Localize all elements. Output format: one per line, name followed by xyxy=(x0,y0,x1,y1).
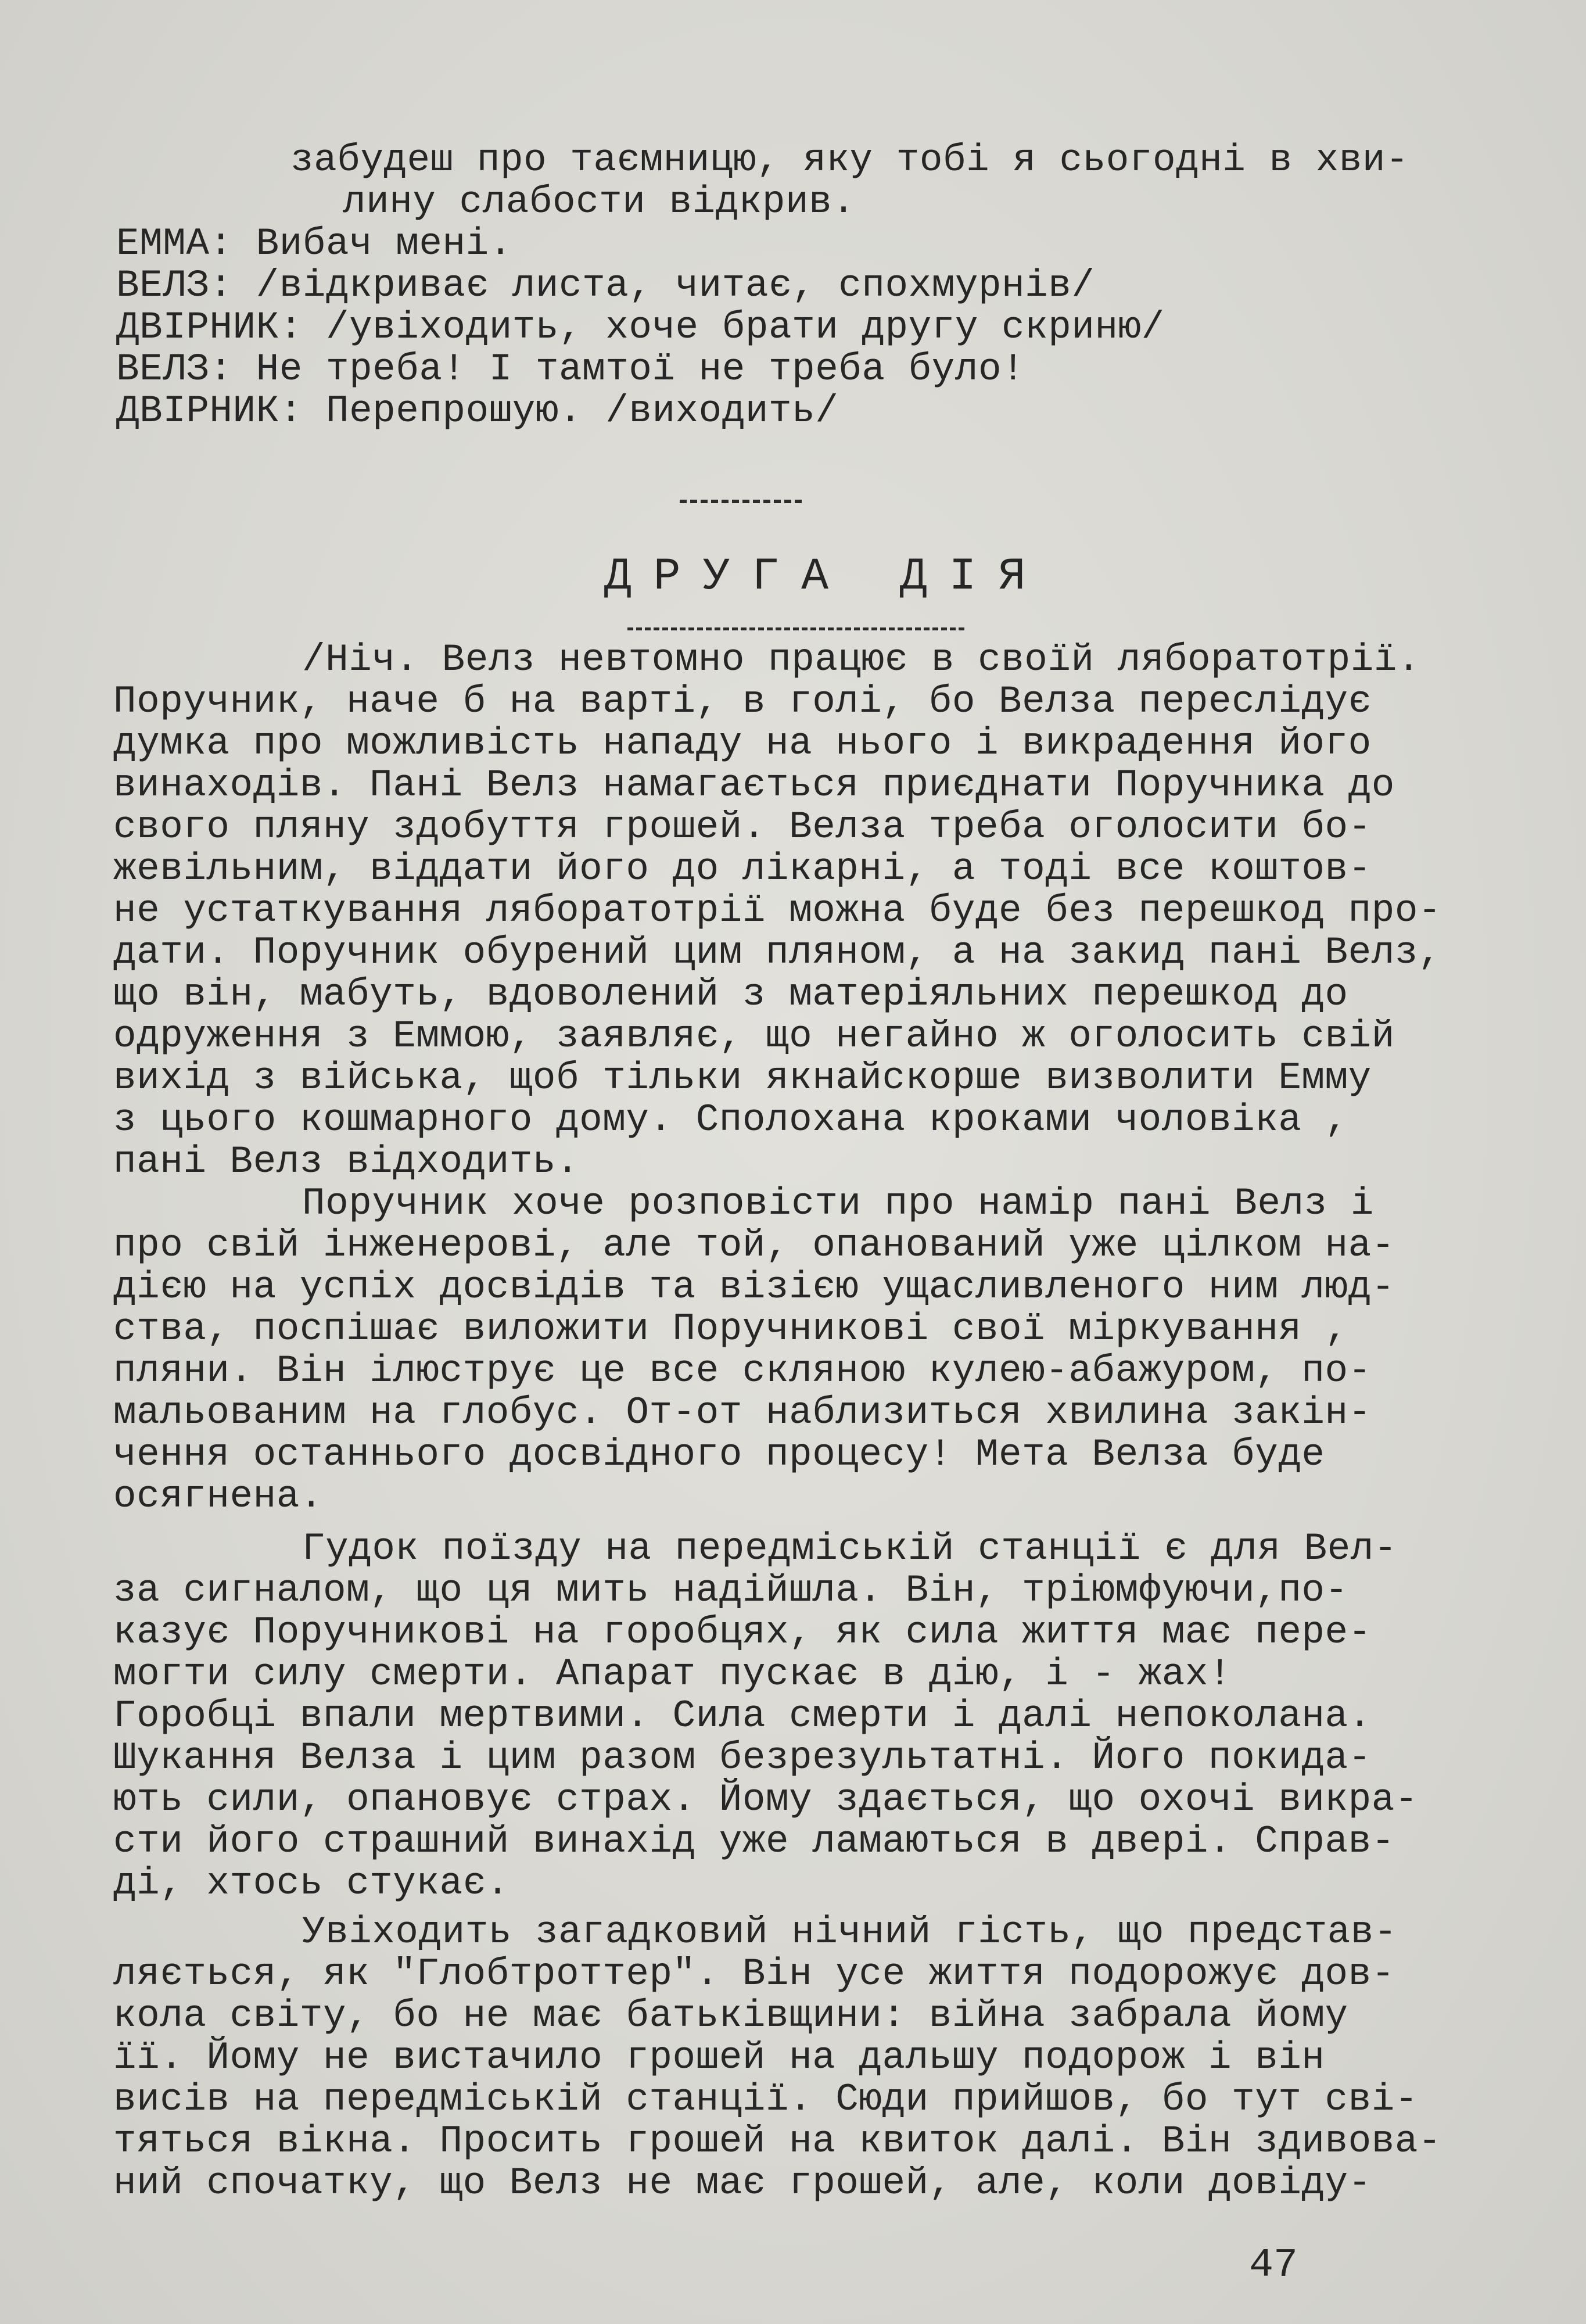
text-line: лину слабости відкрив. xyxy=(343,180,856,224)
text-line: ства, поспішає виложити Поручникові свої міркування , xyxy=(113,1307,1348,1351)
text-line: думка про можливість нападу на нього і викрадення його xyxy=(113,722,1372,765)
text-line: /Ніч. Велз невтомно працює в своїй ляборатотрії. xyxy=(302,638,1421,682)
title-underline xyxy=(627,627,964,630)
text-line: ний спочатку, що Велз не має грошей, але, коли довіду- xyxy=(113,2161,1372,2205)
dialogue-line: ДВІРНИК: Перепрошую. /виходить/ xyxy=(116,389,839,433)
page-number: 47 xyxy=(1249,2243,1298,2289)
text-line: могти силу смерти. Апарат пускає в дію, і - жах! xyxy=(113,1652,1232,1696)
text-line: Поручник хоче розповісти про намір пані Велз і xyxy=(302,1182,1374,1225)
text-line: Поручник, наче б на варті, в голі, бо Велза переслідує xyxy=(113,680,1372,723)
section-separator xyxy=(680,500,802,503)
text-line: за сигналом, що ця мить надійшла. Він, тріюмфуючи,по- xyxy=(113,1569,1348,1612)
text-line: тяться вікна. Просить грошей на квиток далі. Він здивова- xyxy=(113,2119,1442,2163)
text-line: дією на успіх досвідів та візією ущасливленого ним люд- xyxy=(113,1265,1395,1309)
text-line: свого пляну здобуття грошей. Велза треба оголосити бо- xyxy=(113,805,1372,849)
text-line: дати. Поручник обурений цим пляном, а на закид пані Велз, xyxy=(113,931,1442,974)
text-line: ляється, як "Глобтроттер". Він усе життя подорожує дов- xyxy=(113,1952,1395,1996)
dialogue-line: ВЕЛЗ: Не треба! І тамтої не треба було! xyxy=(116,347,1025,391)
text-line: про свій інженерові, але той, опанований уже цілком на- xyxy=(113,1224,1395,1267)
text-line: ді, хтось стукає. xyxy=(113,1862,509,1905)
dialogue-line: ДВІРНИК: /увіходить, хоче брати другу скриню/ xyxy=(116,306,1165,349)
text-line: пляни. Він ілюструє це все скляною кулею-абажуром, по- xyxy=(113,1349,1372,1393)
text-line: казує Поручникові на горобцях, як сила життя має пере- xyxy=(113,1611,1372,1654)
text-line: вихід з війська, щоб тільки якнайскорше визволити Емму xyxy=(113,1056,1372,1100)
text-line: кола світу, бо не має батьківщини: війна забрала йому xyxy=(113,1994,1348,2038)
text-line: ють сили, опановує страх. Йому здається, що охочі викра- xyxy=(113,1778,1418,1821)
section-title: ДРУГА ДІЯ xyxy=(604,551,1048,602)
dialogue-line: ВЕЛЗ: /відкриває листа, читає, спохмурнів/ xyxy=(116,264,1095,307)
text-line: її. Йому не вистачило грошей на дальшу подорож і він xyxy=(113,2036,1325,2079)
text-line: Гудок поїзду на передміській станції є для Вел- xyxy=(302,1527,1398,1570)
text-line: Увіходить загадковий нічний гість, що представ- xyxy=(302,1910,1398,1954)
text-line: жевільним, віддати його до лікарні, а тоді все коштов- xyxy=(113,847,1372,891)
text-line: чення останнього досвідного процесу! Мета Велза буде xyxy=(113,1433,1325,1476)
text-line: Горобці впали мертвими. Сила смерти і далі непоколана. xyxy=(113,1694,1372,1738)
dialogue-line: ЕММА: Вибач мені. xyxy=(116,222,512,266)
text-line: мальованим на глобус. От-от наблизиться хвилина закін- xyxy=(113,1391,1372,1434)
text-line: Шукання Велза і цим разом безрезультатні. Його покида- xyxy=(113,1736,1372,1780)
text-line: осягнена. xyxy=(113,1475,323,1518)
text-line: що він, мабуть, вдоволений з матеріяльних перешкод до xyxy=(113,973,1348,1016)
text-line: винаходів. Пані Велз намагається приєднати Поручника до xyxy=(113,763,1395,807)
text-line: висів на передміській станції. Сюди прийшов, бо тут сві- xyxy=(113,2078,1418,2121)
text-line: одруження з Еммою, заявляє, що негайно ж оголосить свій xyxy=(113,1014,1395,1058)
text-line: з цього кошмарного дому. Сполохана кроками чоловіка , xyxy=(113,1098,1348,1142)
text-line: сти його страшний винахід уже ламаються в двері. Справ- xyxy=(113,1820,1395,1863)
text-line: пані Велз відходить. xyxy=(113,1140,580,1183)
text-line: не устаткування ляборатотрії можна буде без перешкод про- xyxy=(113,889,1442,933)
text-line: забудеш про таємницю, яку тобі я сьогодні в хви- xyxy=(290,138,1409,182)
